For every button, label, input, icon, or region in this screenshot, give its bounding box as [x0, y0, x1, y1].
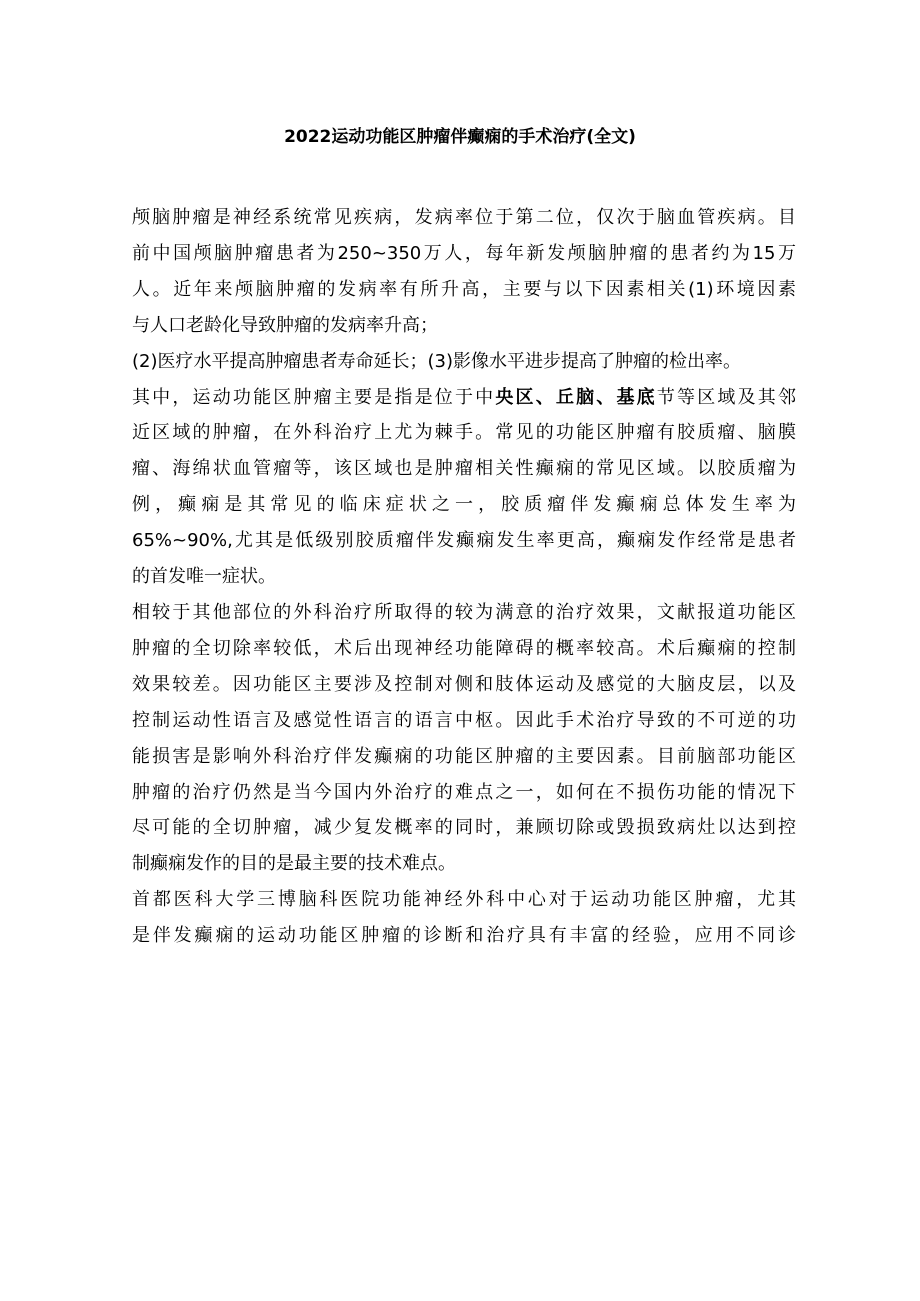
text-line: 前中国颅脑肿瘤患者为250~350万人，每年新发颅脑肿瘤的患者约为15万	[132, 242, 796, 264]
text-line: 人。近年来颅脑肿瘤的发病率有所升高，主要与以下因素相关(1)环境因素	[132, 278, 796, 300]
text-line: 瘤、海绵状血管瘤等，该区域也是肿瘤相关性癫痫的常见区域。以胶质瘤为	[132, 458, 796, 480]
text-line: 效果较差。因功能区主要涉及控制对侧和肢体运动及感觉的大脑皮层，以及	[132, 673, 796, 695]
text-line: 尽可能的全切肿瘤，减少复发概率的同时，兼顾切除或毁损致病灶以达到控	[132, 817, 796, 839]
text-line: 颅脑肿瘤是神经系统常见疾病，发病率位于第二位，仅次于脑血管疾病。目	[132, 207, 796, 228]
text-line: 首都医科大学三博脑科医院功能神经外科中心对于运动功能区肿瘤，尤其	[132, 889, 796, 911]
text-segment: 节等区域及其邻	[656, 386, 796, 408]
paragraph-1	[132, 200, 796, 344]
paragraph-5	[132, 882, 796, 954]
paragraph-2	[132, 344, 796, 380]
text-line: 与人口老龄化导致肿瘤的发病率升高；	[132, 314, 438, 336]
document-body	[132, 200, 796, 954]
text-line-with-emphasis	[132, 380, 796, 416]
text-segment: 其中，运动功能区肿瘤主要是指是位于中	[132, 386, 496, 408]
text-line: 肿瘤的治疗仍然是当今国内外治疗的难点之一，如何在不损伤功能的情况下	[132, 781, 796, 803]
text-line: 肿瘤的全切除率较低，术后出现神经功能障碍的概率较高。术后癫痫的控制	[132, 637, 796, 659]
text-line: 近区域的肿瘤，在外科治疗上尤为棘手。常见的功能区肿瘤有胶质瘤、脑膜	[132, 422, 796, 444]
text-line: 制癫痫发作的目的是最主要的技术难点。	[132, 853, 456, 875]
text-line: 65%~90%,尤其是低级别胶质瘤伴发癫痫发生率更高，癫痫发作经常是患者	[132, 530, 796, 552]
text-line: 相较于其他部位的外科治疗所取得的较为满意的治疗效果，文献报道功能区	[132, 601, 796, 623]
text-line: (2)医疗水平提高肿瘤患者寿命延长；(3)影像水平进步提高了肿瘤的检出率。	[132, 350, 741, 372]
text-line: 是伴发癫痫的运动功能区肿瘤的诊断和治疗具有丰富的经验，应用不同诊	[132, 925, 796, 947]
text-line: 能损害是影响外科治疗伴发癫痫的功能区肿瘤的主要因素。目前脑部功能区	[132, 745, 796, 767]
document-title: 2022运动功能区肿瘤伴癫痫的手术治疗(全文)	[284, 127, 636, 147]
bold-text-segment: 央区、丘脑、基底	[495, 386, 657, 408]
text-line: 的首发唯一症状。	[132, 566, 276, 588]
text-line: 控制运动性语言及感觉性语言的语言中枢。因此手术治疗导致的不可逆的功	[132, 709, 796, 731]
text-line: 例，癫痫是其常见的临床症状之一，胶质瘤伴发癫痫总体发生率为	[132, 494, 796, 516]
paragraph-3	[132, 380, 796, 595]
paragraph-4	[132, 595, 796, 882]
